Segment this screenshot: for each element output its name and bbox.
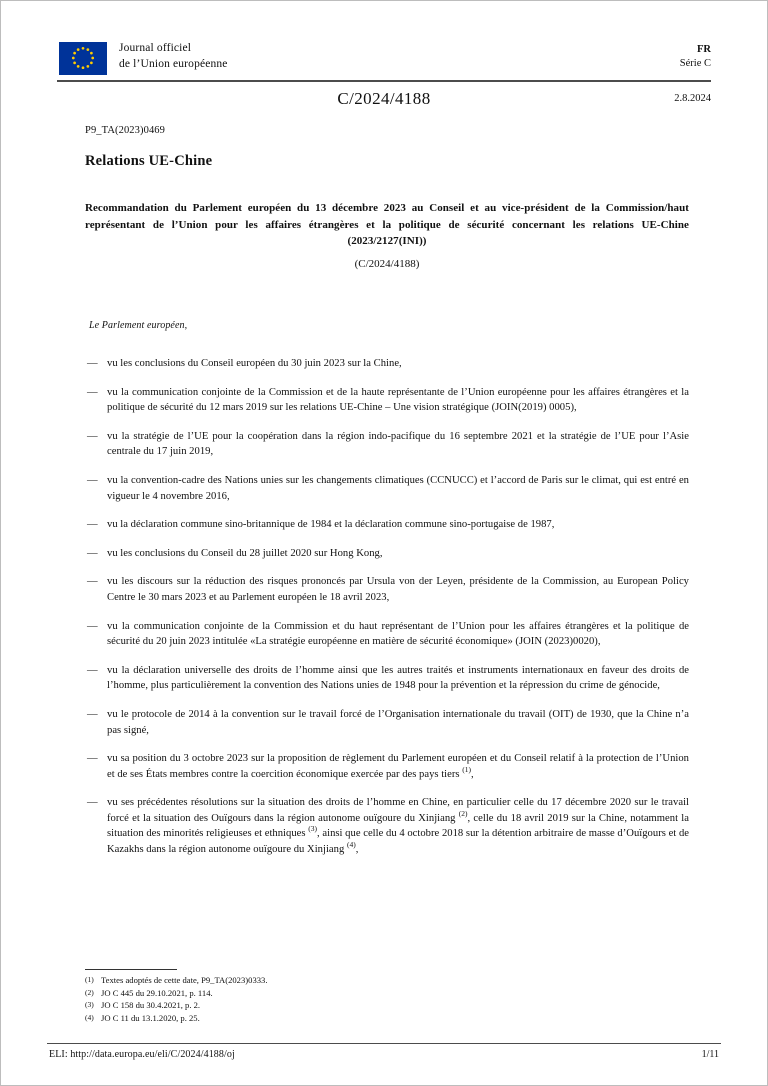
page-content — [1, 1, 767, 1085]
footnote-marker: (3) — [85, 1000, 94, 1010]
recital-item — [85, 473, 689, 504]
recital-text: vu sa position du 3 octobre 2023 sur la proposition de règlement du Parlement européen et du Conseil relatif à la protection de l’Union et de ses États membres contre la coercition économique exercée par des pays tiers $^{(1)}$, — [107, 753, 689, 780]
journal-title-line1: Journal officiel — [119, 42, 192, 54]
recital-dash: — — [87, 797, 98, 809]
publication-date: 2.8.2024 — [674, 93, 711, 104]
recital-text: vu la communication conjointe de la Commission et du haut représentant de l’Union pour les affaires étrangères et la politique de sécurité du 20 juin 2023 intitulée «La stratégie européenne en matière de sécurité économique» (JOIN (2023)0020), — [107, 620, 689, 648]
page-title: Relations UE-Chine — [85, 153, 213, 169]
recital-item — [85, 546, 689, 562]
page-footer — [47, 1049, 721, 1065]
footnote-marker: (2) — [85, 987, 94, 997]
recital-text: vu la déclaration universelle des droits de l’homme ainsi que les autres traités et instruments internationaux en faveur des droits de l’homme, plus particulièrement la convention des Nations unies de 1948 pour la prévention et la répression du crime de génocide, — [107, 664, 689, 692]
ta-reference: P9_TA(2023)0469 — [85, 125, 165, 136]
footnote-item — [85, 999, 505, 1012]
intro-line: Le Parlement européen, — [89, 320, 188, 331]
language-code: FR — [697, 44, 711, 55]
recital-dash: — — [87, 430, 98, 442]
masthead-language-series — [680, 43, 711, 71]
recital-dash: — — [87, 519, 98, 531]
recital-dash: — — [87, 386, 98, 398]
recitals-list — [85, 356, 689, 871]
document-number-row — [57, 89, 711, 111]
footnote-item — [85, 987, 505, 1000]
recital-text: vu la convention-cadre des Nations unies sur les changements climatiques (CCNUCC) et l’accord de Paris sur le climat, qui est entré en vigueur le 4 novembre 2016, — [107, 474, 689, 502]
footnote-text: Textes adoptés de cette date, P9_TA(2023)0333. — [101, 975, 268, 985]
footnote-items — [85, 974, 505, 1024]
masthead — [57, 41, 711, 79]
series-label: Série C — [679, 58, 711, 69]
recital-item — [85, 574, 689, 605]
recital-text: vu le protocole de 2014 à la convention sur le travail forcé de l’Organisation internationale du travail (OIT) de 1930, que la Chine n’a pas signé, — [107, 708, 689, 736]
recital-item — [85, 429, 689, 460]
recital-dash: — — [87, 708, 98, 720]
footnote-text: JO C 11 du 13.1.2020, p. 25. — [101, 1012, 200, 1023]
recital-dash: — — [87, 547, 98, 559]
recital-text: vu les conclusions du Conseil du 28 juillet 2020 sur Hong Kong, — [107, 547, 383, 559]
recital-text: vu les conclusions du Conseil européen du 30 juin 2023 sur la Chine, — [107, 358, 402, 369]
footnote-marker: (4) — [85, 1012, 94, 1022]
eu-flag-icon — [59, 42, 107, 75]
recital-text: vu la stratégie de l’UE pour la coopération dans la région indo-pacifique du 16 septembre 2021 et la stratégie de l’UE pour l’Asie centrale du 17 juin 2019, — [107, 430, 689, 458]
footnote-item — [85, 1012, 505, 1025]
recital-item — [85, 517, 689, 533]
recital-item — [85, 356, 689, 372]
document-number: C/2024/4188 — [337, 89, 431, 108]
page-number: 1/11 — [701, 1049, 719, 1060]
header-rule — [57, 80, 711, 82]
footnote-ref[interactable]: (2) — [458, 808, 468, 818]
footnote-separator — [85, 969, 177, 970]
recital-text: vu ses précédentes résolutions sur la situation des droits de l’homme en Chine, en particulier celle du 17 décembre 2020 sur le travail forcé et la situation des Ouïgours dans la région autonome ouïgoure du Xinjiang $^{(2)}$, celle du 18 avril 2019 sur la Chine, notamment la situation des minorités religieuses et ethniques $^{(3)}$, ainsi que celle du 4 octobre 2018 sur la détention arbitraire de masse d’Ouïgours et de Kazakhs dans la région autonome ouïgoure du Xinjiang $^{(4)}$, — [107, 797, 689, 856]
journal-title-line2: de l’Union européenne — [119, 57, 228, 70]
recital-item — [85, 663, 689, 694]
recital-dash: — — [87, 358, 98, 369]
recital-dash: — — [87, 474, 98, 486]
recital-item — [85, 795, 689, 857]
recital-item — [85, 751, 689, 782]
recital-dash: — — [87, 576, 98, 588]
recommendation-heading: Recommandation du Parlement européen du 13 décembre 2023 au Conseil et au vice-président de la Commission/haut représentant de l’Union pour les affaires étrangères et la politique de sécurité concernant les relations UE-Chine (2023/2127(INI)) — [85, 202, 689, 247]
document-sub-number: (C/2024/4188) — [354, 258, 420, 270]
recital-dash: — — [87, 620, 98, 632]
recital-dash: — — [87, 664, 98, 676]
footer-rule — [47, 1043, 721, 1044]
recital-dash: — — [87, 753, 98, 765]
footnote-ref[interactable]: (3) — [308, 824, 318, 834]
footnote-ref[interactable]: (4) — [346, 840, 356, 850]
footnote-text: JO C 445 du 29.10.2021, p. 114. — [101, 987, 213, 998]
recital-item — [85, 619, 689, 650]
recital-item — [85, 385, 689, 416]
footnotes-block — [85, 969, 505, 1024]
footnote-ref[interactable]: (1) — [462, 764, 472, 774]
recital-text: vu les discours sur la réduction des risques prononcés par Ursula von der Leyen, présidente de la Commission, au European Policy Centre le 30 mars 2023 et au Parlement européen le 18 avril 2023, — [107, 576, 689, 603]
footnote-text: JO C 158 du 30.4.2021, p. 2. — [101, 1000, 201, 1011]
footnote-marker: (1) — [85, 975, 94, 984]
journal-title — [119, 41, 228, 72]
recital-text: vu la communication conjointe de la Commission et de la haute représentante de l’Union européenne pour les affaires étrangères et la politique de sécurité du 12 mars 2019 sur les relations UE-Chine – Une vision stratégique (JOIN(2019) 0005), — [107, 386, 689, 414]
eli-link[interactable]: ELI: http://data.europa.eu/eli/C/2024/4188/oj — [49, 1049, 235, 1060]
recital-text: vu la déclaration commune sino-britannique de 1984 et la déclaration commune sino-portugaise de 1987, — [107, 519, 555, 531]
recital-item — [85, 707, 689, 738]
footnote-item — [85, 974, 505, 987]
